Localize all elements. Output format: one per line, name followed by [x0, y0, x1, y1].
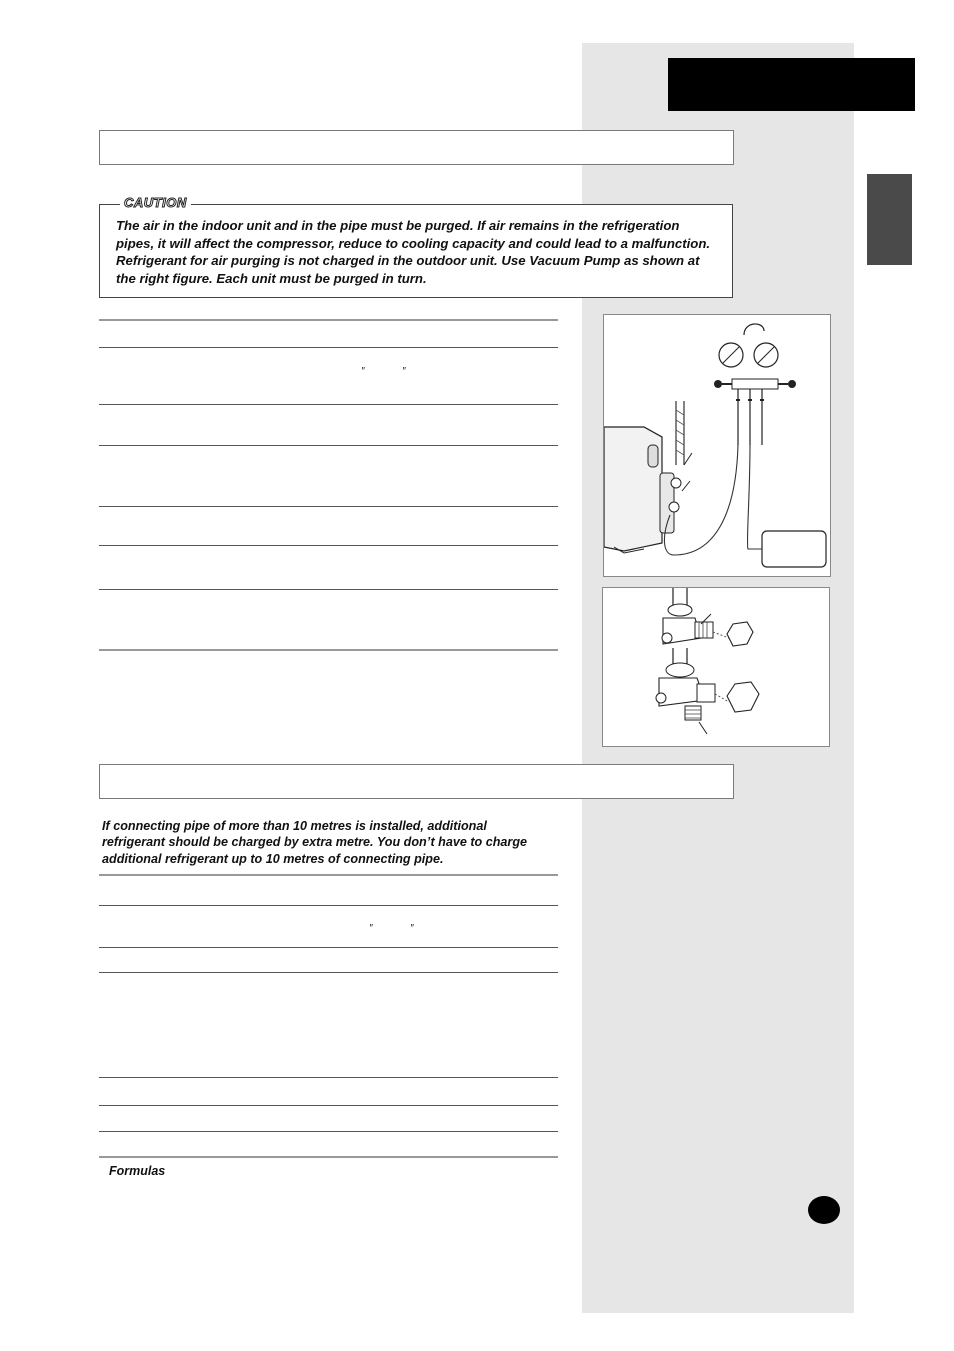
step-rule-bottom — [99, 649, 558, 651]
step-rule — [99, 1105, 558, 1106]
charging-intro-text: If connecting pipe of more than 10 metres is installed, additional refrigerant should be charged by extra metre. You don’t have to charge additional refrigerant up to 10 metres of connecting pipe. — [102, 819, 528, 866]
step-rule-top — [99, 874, 558, 876]
step-rule — [99, 545, 558, 546]
quote-mark-close: ″ — [410, 923, 414, 934]
page-number-badge — [808, 1196, 840, 1224]
caution-text: The air in the indoor unit and in the pipe must be purged. If air remains in the refrigeration pipes, it will affect the compressor, reduce to cooling capacity and could lead to a malfunction. Refrigerant for air purging is not charged in the outdoor unit. Use Vacuum Pump as shown at the right figure. Each unit must be purged in turn. — [116, 218, 711, 286]
step-rule — [99, 947, 558, 948]
vacuum-pump-illustration — [604, 315, 829, 575]
header-bar — [668, 58, 915, 111]
step-rule — [99, 589, 558, 590]
step-rule — [99, 905, 558, 906]
caution-label: CAUTION — [120, 195, 191, 210]
formulas-label: Formulas — [109, 1164, 166, 1178]
quote-mark-open: ″ — [361, 366, 365, 377]
step-rule — [99, 1077, 558, 1078]
vacuum-pump-figure — [603, 314, 831, 577]
step-rule — [99, 972, 558, 973]
caution-box — [99, 204, 733, 298]
step-rule — [99, 445, 558, 446]
service-valve-illustration — [603, 588, 828, 745]
service-valve-figure — [602, 587, 830, 747]
step-rule-top — [99, 319, 558, 321]
section-tab — [867, 174, 912, 265]
section-heading-charging — [99, 764, 734, 799]
quote-mark-close: ″ — [402, 366, 406, 377]
step-rule — [99, 1131, 558, 1132]
quote-mark-open: ″ — [369, 923, 373, 934]
step-rule — [99, 347, 558, 348]
step-rule — [99, 506, 558, 507]
section-heading-air-purging — [99, 130, 734, 165]
step-rule-bottom — [99, 1156, 558, 1158]
step-rule — [99, 404, 558, 405]
